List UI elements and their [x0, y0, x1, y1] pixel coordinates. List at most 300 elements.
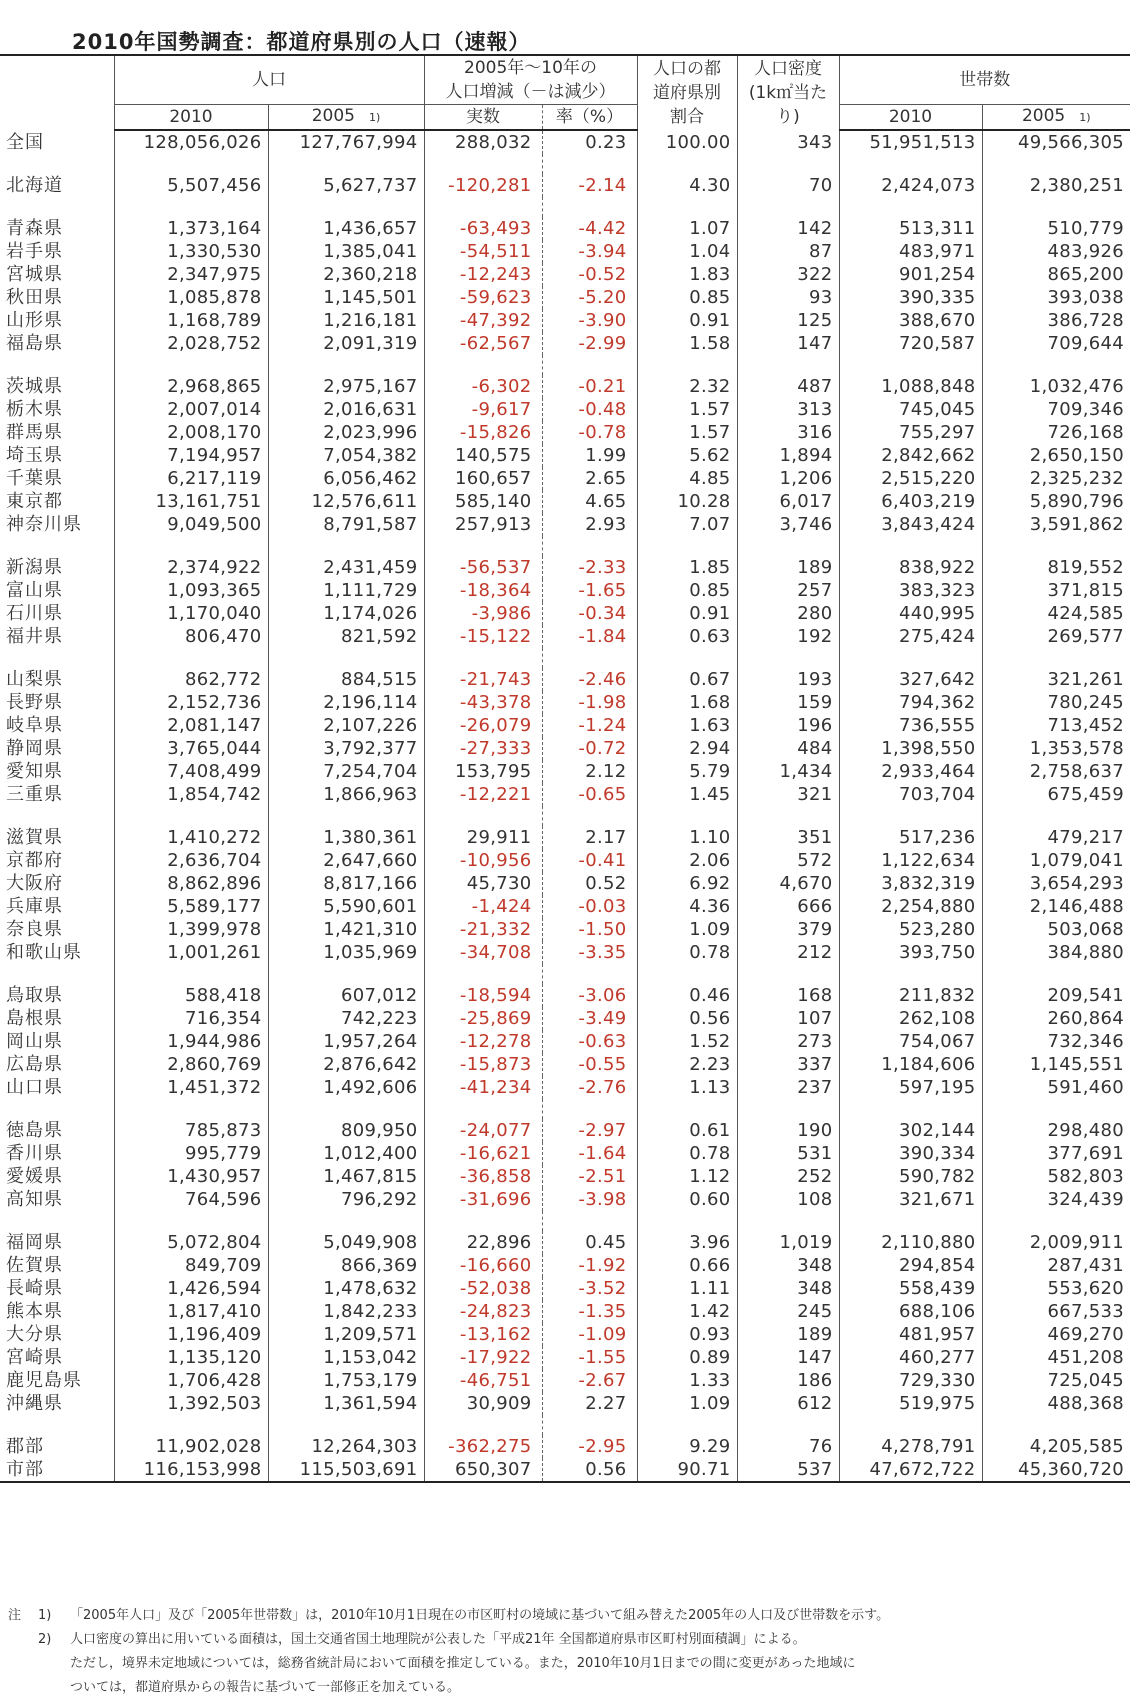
cell-share: 1.10: [637, 826, 737, 849]
cell-prefecture: 山形県: [6, 310, 63, 331]
cell-population-2010: 7,194,957: [114, 444, 268, 467]
spacer-row: [0, 1211, 1130, 1231]
cell-density: 257: [737, 579, 839, 602]
cell-change-actual: 140,575: [424, 444, 542, 467]
cell-share: 0.67: [637, 668, 737, 691]
cell-density: 212: [737, 941, 839, 964]
table-row: [0, 263, 1130, 286]
cell-population-2005: 6,056,462: [268, 467, 424, 490]
cell-change-rate: -1.98: [578, 692, 627, 713]
cell-prefecture: 愛知県: [6, 761, 63, 782]
cell-population-2005: 7,054,382: [268, 444, 424, 467]
cell-households-2010: 321,671: [839, 1188, 982, 1211]
table-row: [0, 467, 1130, 490]
table-row: [0, 174, 1130, 197]
cell-change-rate: -0.55: [578, 1054, 627, 1075]
cell-change-rate: -0.21: [578, 376, 627, 397]
cell-change-rate: -1.55: [578, 1347, 627, 1368]
cell-prefecture: 高知県: [6, 1189, 63, 1210]
cell-households-2010: 2,254,880: [839, 895, 982, 918]
cell-households-2010: 262,108: [839, 1007, 982, 1030]
table-row: [0, 1435, 1130, 1458]
cell-prefecture: 東京都: [6, 491, 63, 512]
cell-households-2005: 819,552: [982, 556, 1130, 579]
cell-change-rate: 2.17: [585, 827, 627, 848]
cell-prefecture: 鹿児島県: [6, 1370, 82, 1391]
cell-population-2010: 1,410,272: [114, 826, 268, 849]
cell-population-2005: 1,478,632: [268, 1277, 424, 1300]
cell-change-actual: -120,281: [424, 174, 542, 197]
cell-change-actual: -59,623: [424, 286, 542, 309]
cell-density: 76: [737, 1435, 839, 1458]
header-hh-2005: [982, 105, 1130, 131]
cell-density: 108: [737, 1188, 839, 1211]
cell-households-2005: 479,217: [982, 826, 1130, 849]
cell-change-rate: -3.98: [578, 1189, 627, 1210]
cell-change-rate: 2.27: [585, 1393, 627, 1414]
header-pop-2010: [114, 105, 268, 131]
table-row: [0, 1165, 1130, 1188]
table-row: [0, 579, 1130, 602]
cell-share: 100.00: [637, 130, 737, 154]
cell-prefecture: 岡山県: [6, 1031, 63, 1052]
cell-change-actual: -12,243: [424, 263, 542, 286]
cell-share: 2.32: [637, 375, 737, 398]
cell-density: 93: [737, 286, 839, 309]
cell-population-2005: 2,016,631: [268, 398, 424, 421]
cell-density: 531: [737, 1142, 839, 1165]
header-rate: 率（%）: [542, 105, 637, 131]
cell-change-actual: 22,896: [424, 1231, 542, 1254]
cell-share: 5.62: [637, 444, 737, 467]
cell-share: 1.09: [637, 918, 737, 941]
cell-change-rate: -3.90: [578, 310, 627, 331]
cell-change-actual: -41,234: [424, 1076, 542, 1099]
cell-households-2010: 51,951,513: [839, 130, 982, 154]
cell-population-2005: 115,503,691: [268, 1458, 424, 1482]
cell-households-2005: 1,145,551: [982, 1053, 1130, 1076]
cell-change-rate: -3.35: [578, 942, 627, 963]
header-density-line3: り): [776, 107, 800, 127]
cell-prefecture: 岩手県: [6, 241, 63, 262]
cell-share: 0.89: [637, 1346, 737, 1369]
cell-share: 6.92: [637, 872, 737, 895]
cell-population-2005: 1,753,179: [268, 1369, 424, 1392]
cell-population-2010: 764,596: [114, 1188, 268, 1211]
cell-share: 1.57: [637, 421, 737, 444]
cell-prefecture: 茨城県: [6, 376, 63, 397]
cell-change-actual: -54,511: [424, 240, 542, 263]
footnote-1-text: 「2005年人口」及び「2005年世帯数」は，2010年10月1日現在の市区町村の境域に基づいて組み替えた2005年の人口及び世帯数を示す。: [70, 1608, 890, 1623]
table-row: [0, 1030, 1130, 1053]
cell-prefecture: 宮城県: [6, 264, 63, 285]
cell-prefecture: 熊本県: [6, 1301, 63, 1322]
cell-density: 348: [737, 1277, 839, 1300]
cell-households-2010: 393,750: [839, 941, 982, 964]
cell-change-rate: -0.34: [578, 603, 627, 624]
cell-households-2010: 327,642: [839, 668, 982, 691]
cell-prefecture: 兵庫県: [6, 896, 63, 917]
header-share-line1: 人口の都: [653, 59, 721, 79]
cell-share: 1.83: [637, 263, 737, 286]
cell-households-2005: 865,200: [982, 263, 1130, 286]
cell-households-2005: 386,728: [982, 309, 1130, 332]
spacer-row: [0, 536, 1130, 556]
cell-prefecture: 鳥取県: [6, 985, 63, 1006]
cell-households-2010: 754,067: [839, 1030, 982, 1053]
header-population: 人口: [114, 55, 424, 105]
cell-prefecture: 大分県: [6, 1324, 63, 1345]
cell-households-2005: 384,880: [982, 941, 1130, 964]
header-share-line3: 割合: [670, 107, 704, 127]
header-change-line2: 人口増減（－は減少）: [445, 82, 616, 102]
cell-population-2010: 1,196,409: [114, 1323, 268, 1346]
header-density-line1: 人口密度: [754, 59, 822, 79]
cell-population-2010: 2,860,769: [114, 1053, 268, 1076]
table-row: [0, 490, 1130, 513]
cell-population-2010: 862,772: [114, 668, 268, 691]
table-row: [0, 309, 1130, 332]
cell-share: 4.30: [637, 174, 737, 197]
cell-households-2005: 2,009,911: [982, 1231, 1130, 1254]
cell-population-2005: 1,111,729: [268, 579, 424, 602]
cell-population-2010: 2,636,704: [114, 849, 268, 872]
cell-change-rate: -2.99: [578, 333, 627, 354]
cell-density: 6,017: [737, 490, 839, 513]
cell-change-rate: 4.65: [585, 491, 627, 512]
cell-prefecture: 徳島県: [6, 1120, 63, 1141]
cell-population-2005: 2,876,642: [268, 1053, 424, 1076]
cell-change-rate: -2.95: [578, 1436, 627, 1457]
cell-population-2005: 1,153,042: [268, 1346, 424, 1369]
cell-population-2010: 849,709: [114, 1254, 268, 1277]
cell-share: 1.04: [637, 240, 737, 263]
cell-density: 245: [737, 1300, 839, 1323]
cell-density: 252: [737, 1165, 839, 1188]
cell-change-actual: -36,858: [424, 1165, 542, 1188]
cell-change-actual: -13,162: [424, 1323, 542, 1346]
cell-change-rate: -1.50: [578, 919, 627, 940]
cell-households-2010: 736,555: [839, 714, 982, 737]
cell-population-2010: 1,373,164: [114, 217, 268, 240]
table-row: [0, 1007, 1130, 1030]
cell-share: 0.61: [637, 1119, 737, 1142]
cell-households-2005: 260,864: [982, 1007, 1130, 1030]
table-row: [0, 849, 1130, 872]
cell-population-2005: 866,369: [268, 1254, 424, 1277]
cell-prefecture: 福井県: [6, 626, 63, 647]
cell-households-2010: 275,424: [839, 625, 982, 648]
cell-density: 189: [737, 556, 839, 579]
header-pop-2005-note: 1): [368, 111, 381, 124]
cell-households-2010: 794,362: [839, 691, 982, 714]
cell-households-2010: 2,515,220: [839, 467, 982, 490]
cell-households-2010: 1,184,606: [839, 1053, 982, 1076]
cell-prefecture: 福島県: [6, 333, 63, 354]
table-row: [0, 941, 1130, 964]
cell-population-2005: 2,196,114: [268, 691, 424, 714]
cell-households-2005: 424,585: [982, 602, 1130, 625]
cell-population-2005: 796,292: [268, 1188, 424, 1211]
cell-share: 1.63: [637, 714, 737, 737]
cell-households-2010: 6,403,219: [839, 490, 982, 513]
cell-share: 1.09: [637, 1392, 737, 1415]
cell-households-2010: 3,843,424: [839, 513, 982, 536]
cell-households-2010: 590,782: [839, 1165, 982, 1188]
cell-prefecture: 全国: [6, 131, 44, 153]
table-row: [0, 513, 1130, 536]
cell-households-2010: 720,587: [839, 332, 982, 355]
cell-population-2010: 2,152,736: [114, 691, 268, 714]
cell-population-2010: 2,347,975: [114, 263, 268, 286]
cell-population-2010: 1,093,365: [114, 579, 268, 602]
cell-change-rate: -3.06: [578, 985, 627, 1006]
table-row: [0, 421, 1130, 444]
cell-change-actual: -63,493: [424, 217, 542, 240]
cell-households-2010: 2,110,880: [839, 1231, 982, 1254]
cell-population-2005: 2,431,459: [268, 556, 424, 579]
cell-density: 159: [737, 691, 839, 714]
cell-population-2010: 8,862,896: [114, 872, 268, 895]
cell-population-2010: 1,085,878: [114, 286, 268, 309]
cell-density: 107: [737, 1007, 839, 1030]
cell-change-actual: -46,751: [424, 1369, 542, 1392]
cell-prefecture: 宮崎県: [6, 1347, 63, 1368]
header-share: [637, 55, 737, 130]
cell-households-2005: 4,205,585: [982, 1435, 1130, 1458]
cell-prefecture: 栃木県: [6, 399, 63, 420]
cell-households-2005: 3,654,293: [982, 872, 1130, 895]
cell-density: 196: [737, 714, 839, 737]
cell-households-2005: 591,460: [982, 1076, 1130, 1099]
cell-change-actual: -10,956: [424, 849, 542, 872]
cell-change-rate: -2.46: [578, 669, 627, 690]
cell-population-2010: 6,217,119: [114, 467, 268, 490]
cell-households-2005: 1,353,578: [982, 737, 1130, 760]
cell-change-actual: -56,537: [424, 556, 542, 579]
cell-households-2005: 209,541: [982, 984, 1130, 1007]
cell-households-2005: 2,758,637: [982, 760, 1130, 783]
cell-change-rate: 2.93: [585, 514, 627, 535]
cell-density: 237: [737, 1076, 839, 1099]
cell-population-2005: 2,647,660: [268, 849, 424, 872]
cell-households-2005: 675,459: [982, 783, 1130, 806]
cell-households-2005: 49,566,305: [982, 130, 1130, 154]
cell-population-2005: 5,590,601: [268, 895, 424, 918]
cell-population-2010: 1,854,742: [114, 783, 268, 806]
cell-share: 0.91: [637, 309, 737, 332]
table-row: [0, 240, 1130, 263]
spacer-row: [0, 806, 1130, 826]
cell-prefecture: 青森県: [6, 218, 63, 239]
cell-share: 0.56: [637, 1007, 737, 1030]
cell-population-2010: 1,944,986: [114, 1030, 268, 1053]
cell-change-rate: -1.84: [578, 626, 627, 647]
cell-households-2010: 47,672,722: [839, 1458, 982, 1482]
cell-population-2010: 1,168,789: [114, 309, 268, 332]
cell-change-actual: -3,986: [424, 602, 542, 625]
cell-density: 487: [737, 375, 839, 398]
page-title: 2010年国勢調査：都道府県別の人口（速報）: [72, 30, 531, 54]
cell-prefecture: 静岡県: [6, 738, 63, 759]
cell-change-actual: -15,873: [424, 1053, 542, 1076]
cell-density: 168: [737, 984, 839, 1007]
cell-population-2005: 607,012: [268, 984, 424, 1007]
cell-population-2005: 127,767,994: [268, 130, 424, 154]
cell-households-2010: 688,106: [839, 1300, 982, 1323]
cell-households-2010: 440,995: [839, 602, 982, 625]
cell-households-2005: 713,452: [982, 714, 1130, 737]
cell-population-2005: 1,012,400: [268, 1142, 424, 1165]
spacer-row: [0, 197, 1130, 217]
cell-prefecture: 佐賀県: [6, 1255, 63, 1276]
cell-change-rate: -0.72: [578, 738, 627, 759]
cell-density: 190: [737, 1119, 839, 1142]
cell-density: 280: [737, 602, 839, 625]
footnote-2-continuation-1: ただし，境界未定地域については，総務省統計局において面積を推定している。また，2010年10月1日までの間に変更があった地域に: [70, 1656, 856, 1671]
cell-change-actual: -21,743: [424, 668, 542, 691]
cell-change-actual: -15,826: [424, 421, 542, 444]
cell-change-actual: 30,909: [424, 1392, 542, 1415]
table-row: [0, 714, 1130, 737]
cell-change-actual: 585,140: [424, 490, 542, 513]
footnote-label: 注: [8, 1608, 22, 1623]
cell-households-2010: 745,045: [839, 398, 982, 421]
cell-households-2005: 298,480: [982, 1119, 1130, 1142]
cell-change-actual: -17,922: [424, 1346, 542, 1369]
cell-share: 0.85: [637, 579, 737, 602]
cell-share: 0.46: [637, 984, 737, 1007]
cell-prefecture: 三重県: [6, 784, 63, 805]
cell-households-2010: 2,424,073: [839, 174, 982, 197]
cell-prefecture: 山口県: [6, 1077, 63, 1098]
cell-change-actual: 257,913: [424, 513, 542, 536]
cell-population-2005: 2,023,996: [268, 421, 424, 444]
table-row: [0, 602, 1130, 625]
cell-density: 1,019: [737, 1231, 839, 1254]
cell-share: 2.23: [637, 1053, 737, 1076]
cell-change-rate: -1.09: [578, 1324, 627, 1345]
cell-density: 322: [737, 263, 839, 286]
cell-change-rate: -1.92: [578, 1255, 627, 1276]
cell-density: 337: [737, 1053, 839, 1076]
cell-change-rate: -1.65: [578, 580, 627, 601]
header-pop-2005: [268, 105, 424, 131]
cell-population-2005: 1,035,969: [268, 941, 424, 964]
cell-share: 2.94: [637, 737, 737, 760]
cell-change-rate: -1.24: [578, 715, 627, 736]
cell-households-2005: 709,346: [982, 398, 1130, 421]
cell-households-2005: 2,380,251: [982, 174, 1130, 197]
cell-population-2005: 1,361,594: [268, 1392, 424, 1415]
table-row: [0, 872, 1130, 895]
cell-prefecture: 富山県: [6, 580, 63, 601]
cell-density: 186: [737, 1369, 839, 1392]
cell-households-2005: 582,803: [982, 1165, 1130, 1188]
cell-share: 0.91: [637, 602, 737, 625]
cell-population-2005: 1,436,657: [268, 217, 424, 240]
cell-population-2010: 1,817,410: [114, 1300, 268, 1323]
header-prefecture: [0, 55, 114, 130]
cell-population-2010: 1,706,428: [114, 1369, 268, 1392]
table-row: [0, 1254, 1130, 1277]
cell-households-2010: 597,195: [839, 1076, 982, 1099]
cell-share: 1.85: [637, 556, 737, 579]
cell-share: 1.33: [637, 1369, 737, 1392]
spacer-row: [0, 355, 1130, 375]
footnote-2-continuation-2: ついては，都道府県からの報告に基づいて一部修正を加えている。: [70, 1680, 461, 1695]
cell-change-rate: -0.41: [578, 850, 627, 871]
cell-share: 4.85: [637, 467, 737, 490]
cell-prefecture: 愛媛県: [6, 1166, 63, 1187]
cell-change-actual: 29,911: [424, 826, 542, 849]
cell-change-actual: -9,617: [424, 398, 542, 421]
cell-population-2010: 2,968,865: [114, 375, 268, 398]
cell-households-2005: 287,431: [982, 1254, 1130, 1277]
cell-change-actual: -1,424: [424, 895, 542, 918]
cell-change-rate: 2.12: [585, 761, 627, 782]
cell-population-2010: 2,008,170: [114, 421, 268, 444]
cell-change-actual: -52,038: [424, 1277, 542, 1300]
cell-density: 192: [737, 625, 839, 648]
cell-share: 3.96: [637, 1231, 737, 1254]
table-row: [0, 1323, 1130, 1346]
cell-population-2005: 1,957,264: [268, 1030, 424, 1053]
cell-population-2010: 716,354: [114, 1007, 268, 1030]
header-density: [737, 55, 839, 130]
cell-households-2010: 390,334: [839, 1142, 982, 1165]
cell-density: 142: [737, 217, 839, 240]
cell-households-2005: 377,691: [982, 1142, 1130, 1165]
table-row: [0, 1188, 1130, 1211]
cell-households-2010: 513,311: [839, 217, 982, 240]
table-row: [0, 1458, 1130, 1482]
cell-households-2010: 1,088,848: [839, 375, 982, 398]
cell-density: 343: [737, 130, 839, 154]
table-row: [0, 760, 1130, 783]
cell-share: 0.78: [637, 1142, 737, 1165]
cell-households-2005: 780,245: [982, 691, 1130, 714]
cell-households-2010: 558,439: [839, 1277, 982, 1300]
cell-population-2005: 5,049,908: [268, 1231, 424, 1254]
cell-population-2005: 8,817,166: [268, 872, 424, 895]
footnote-1-number: 1): [38, 1608, 52, 1623]
cell-households-2010: 523,280: [839, 918, 982, 941]
cell-population-2005: 1,174,026: [268, 602, 424, 625]
cell-change-rate: -2.97: [578, 1120, 627, 1141]
cell-households-2010: 517,236: [839, 826, 982, 849]
table-row: [0, 737, 1130, 760]
cell-population-2005: 1,209,571: [268, 1323, 424, 1346]
cell-density: 4,670: [737, 872, 839, 895]
cell-households-2010: 211,832: [839, 984, 982, 1007]
cell-density: 666: [737, 895, 839, 918]
table-row: [0, 895, 1130, 918]
table-row: [0, 1231, 1130, 1254]
cell-prefecture: 石川県: [6, 603, 63, 624]
cell-population-2010: 1,170,040: [114, 602, 268, 625]
cell-change-rate: -2.67: [578, 1370, 627, 1391]
cell-change-actual: -16,660: [424, 1254, 542, 1277]
cell-population-2010: 2,007,014: [114, 398, 268, 421]
cell-change-actual: -34,708: [424, 941, 542, 964]
cell-population-2005: 8,791,587: [268, 513, 424, 536]
cell-share: 4.36: [637, 895, 737, 918]
cell-population-2005: 742,223: [268, 1007, 424, 1030]
cell-households-2010: 460,277: [839, 1346, 982, 1369]
cell-density: 321: [737, 783, 839, 806]
cell-share: 1.42: [637, 1300, 737, 1323]
